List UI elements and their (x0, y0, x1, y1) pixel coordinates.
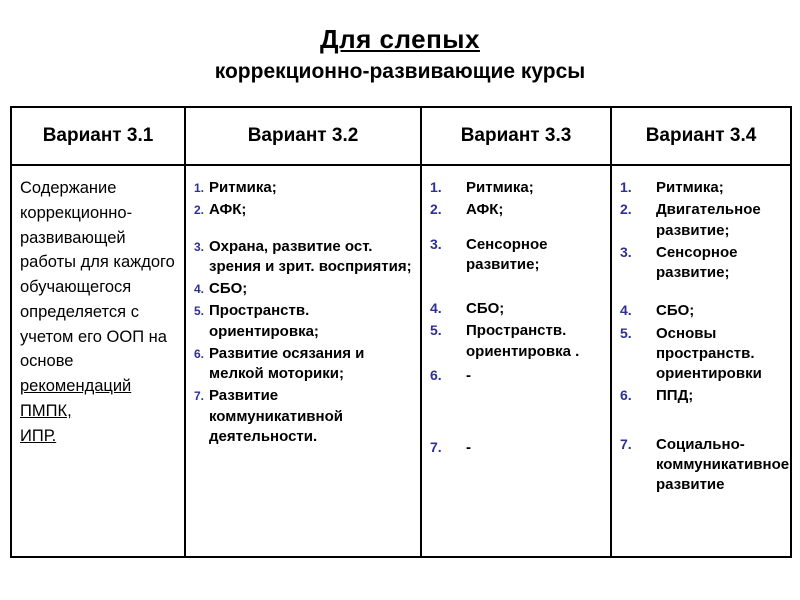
list-item-number: 3. (194, 239, 205, 254)
list-item (194, 301, 414, 342)
list-item-text: Сенсорное развитие; (466, 235, 548, 273)
title-line-2: коррекционно-развивающие курсы (214, 60, 586, 83)
header-row (11, 107, 791, 165)
list-item (430, 235, 604, 276)
list-item-number: 7. (430, 439, 442, 455)
list-item (194, 237, 414, 278)
list-item-number: 6. (430, 366, 442, 383)
description-underlined-3: ИПР. (20, 426, 57, 445)
list-item (194, 344, 414, 385)
list-item-text: СБО; (466, 300, 505, 317)
list-item-text: Охрана, развитие ост. зрения и зрит. восприятия; (209, 237, 412, 275)
cell-variant-3-4 (611, 165, 791, 557)
description-underlined-2: ПМПК, (20, 401, 72, 420)
list-item-text: Пространств. ориентировка; (209, 302, 319, 340)
slide-title (10, 24, 790, 84)
list-item-text: Развитие коммуникативной деятельности. (209, 387, 343, 445)
list-item (194, 200, 414, 220)
list-item-text: Ритмика; (466, 179, 534, 196)
header-variant-3-3: Вариант 3.3 (421, 107, 611, 165)
list-item-number: 2. (430, 201, 442, 218)
list-item-number: 2. (620, 201, 632, 218)
list-item-text: Социально-коммуникативное развитие (656, 435, 790, 493)
list-item-number: 1. (430, 179, 442, 195)
list-item-number: 4. (194, 282, 205, 296)
list-item-text: Пространств. ориентировка . (466, 322, 580, 360)
list-item-number: 7. (194, 389, 205, 404)
list-item (620, 301, 784, 321)
list-item-text: АФК; (209, 201, 247, 219)
list-item-number: 6. (620, 387, 632, 404)
list-item (430, 299, 604, 319)
list-item-number: 5. (194, 304, 205, 319)
list-item (620, 243, 784, 284)
cell-variant-3-3 (421, 165, 611, 557)
description-text: Содержание коррекционно-развивающей работы для каждого обучающегося определяется с учетом его ООП на основе (20, 179, 175, 371)
list-item-text: Двигательное развитие; (656, 201, 761, 239)
body-row (11, 165, 791, 557)
list-item-text: СБО; (656, 302, 695, 320)
list-item (620, 178, 784, 198)
cell-variant-3-1 (11, 165, 185, 557)
list-item-text: Сенсорное развитие; (656, 243, 738, 281)
list-item-number: 7. (620, 435, 632, 452)
list-item (620, 324, 784, 385)
list-item (430, 200, 604, 220)
header-variant-3-4: Вариант 3.4 (611, 107, 791, 165)
courses-list-variant-3-3 (430, 178, 604, 458)
header-variant-3-2: Вариант 3.2 (185, 107, 421, 165)
list-item (620, 200, 784, 241)
description-underlined-1: рекомендаций (20, 377, 132, 395)
list-item (194, 386, 414, 447)
list-item-number: 5. (620, 324, 632, 341)
list-item (430, 438, 604, 458)
list-item (194, 279, 414, 299)
list-item-text: Развитие осязания и мелкой моторики; (209, 344, 365, 382)
courses-list-variant-3-4 (620, 178, 790, 495)
list-item (620, 435, 790, 496)
list-item-number: 6. (194, 346, 205, 361)
courses-list-variant-3-2 (194, 178, 414, 447)
header-variant-3-1: Вариант 3.1 (11, 107, 185, 165)
list-item (430, 178, 604, 198)
list-item-text: - (466, 366, 471, 384)
list-item-text: Ритмика; (209, 179, 277, 196)
list-item-number: 3. (430, 235, 442, 252)
list-item-number: 4. (430, 300, 442, 316)
list-item-number: 3. (620, 243, 632, 260)
list-item-number: 5. (430, 322, 442, 339)
list-item-text: - (466, 439, 471, 456)
list-item (620, 386, 784, 406)
list-item-number: 1. (620, 179, 632, 195)
list-item-number: 2. (194, 203, 205, 218)
cell-variant-3-2 (185, 165, 421, 557)
list-item-text: АФК; (466, 201, 504, 219)
list-item-number: 1. (194, 181, 205, 195)
list-item-number: 4. (620, 302, 632, 319)
content-description (20, 176, 178, 448)
list-item (194, 178, 414, 198)
list-item-text: Основы пространств. ориентировки (656, 324, 762, 382)
list-item-text: СБО; (209, 280, 248, 297)
list-item-text: ППД; (656, 387, 694, 405)
courses-table (10, 106, 792, 558)
list-item (430, 321, 604, 362)
list-item-text: Ритмика; (656, 179, 724, 196)
title-line-1: Для слепых (320, 24, 480, 54)
list-item (430, 366, 604, 386)
